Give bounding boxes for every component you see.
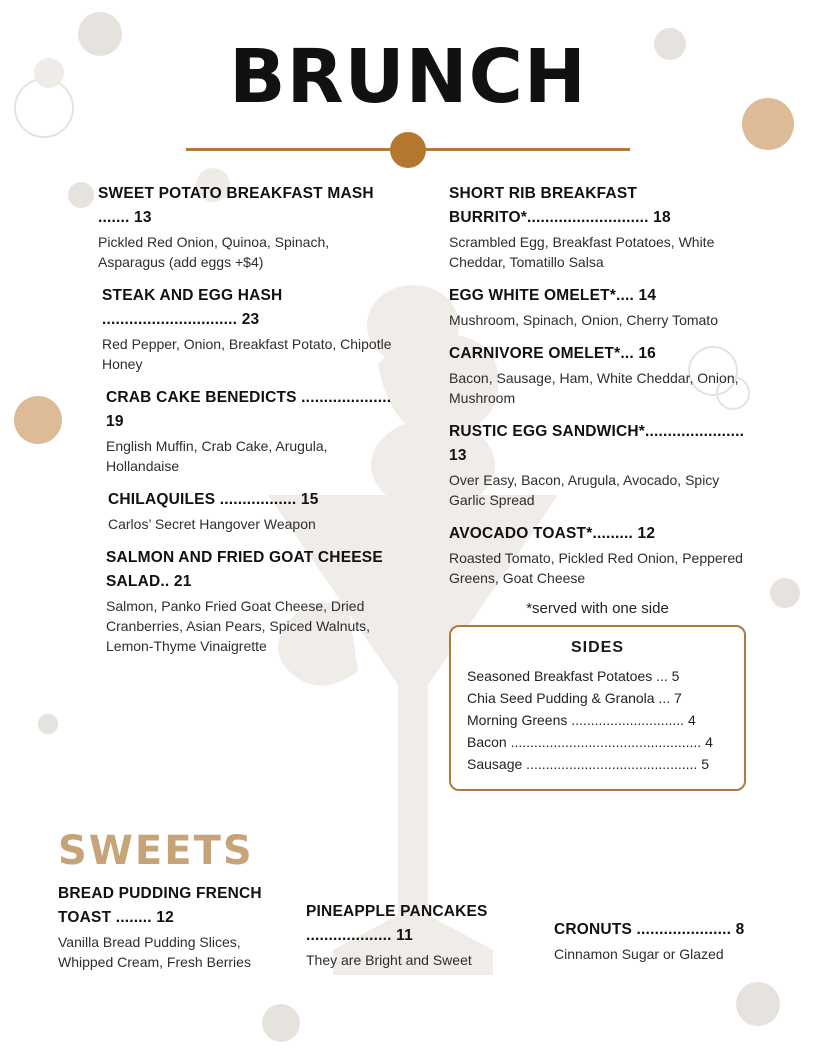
sides-title: SIDES — [570, 639, 624, 656]
left-column — [98, 182, 395, 791]
served-note: *served with one side — [526, 600, 669, 617]
menu-item — [98, 488, 395, 534]
side-item: Sausage ............................................ 5 — [467, 756, 709, 772]
menu-item-name: SHORT RIB BREAKFAST BURRITO*........................... 18 — [449, 185, 671, 226]
menu-item — [449, 182, 746, 272]
menu-item-name: CRAB CAKE BENEDICTS .................... 19 — [106, 389, 392, 430]
menu-item — [98, 182, 395, 272]
menu-item-desc: Vanilla Bread Pudding Slices, Whipped Cream, Fresh Berries — [58, 934, 251, 970]
sides-box — [449, 625, 746, 791]
menu-item — [449, 284, 746, 330]
page-title: BRUNCH — [229, 34, 587, 120]
menu-item-desc: Cinnamon Sugar or Glazed — [554, 946, 724, 962]
menu-item — [58, 882, 282, 984]
menu-item-name: CRONUTS ..................... 8 — [554, 921, 745, 938]
menu-item-desc: Scrambled Egg, Breakfast Potatoes, White Cheddar, Tomatillo Salsa — [449, 234, 715, 270]
menu-item-name: SALMON AND FRIED GOAT CHEESE SALAD.. 21 — [106, 549, 383, 590]
side-item: Bacon ................................................. 4 — [467, 734, 713, 750]
menu-item-desc: Bacon, Sausage, Ham, White Cheddar, Onion, Mushroom — [449, 370, 739, 406]
menu-item-desc: They are Bright and Sweet — [306, 952, 472, 968]
side-item: Morning Greens ............................. 4 — [467, 712, 696, 728]
side-item: Seasoned Breakfast Potatoes ... 5 — [467, 668, 680, 684]
menu-item — [306, 882, 530, 984]
menu-item-name: CHILAQUILES ................. 15 — [108, 491, 319, 508]
menu-item-desc: Mushroom, Spinach, Onion, Cherry Tomato — [449, 312, 718, 328]
divider-dot — [390, 132, 426, 168]
menu-item-name: EGG WHITE OMELET*.... 14 — [449, 287, 657, 304]
menu-item — [98, 284, 395, 374]
menu-item-name: SWEET POTATO BREAKFAST MASH ....... 13 — [98, 185, 374, 226]
menu-item-desc: Salmon, Panko Fried Goat Cheese, Dried Cranberries, Asian Pears, Spiced Walnuts, Lemon-Thyme Vinaigrette — [106, 598, 371, 654]
menu-item-name: CARNIVORE OMELET*... 16 — [449, 345, 656, 362]
menu-item-name: RUSTIC EGG SANDWICH*...................... 13 — [449, 423, 745, 464]
divider — [0, 126, 816, 172]
sweets-title: SWEETS — [58, 828, 254, 874]
menu-item-desc: Roasted Tomato, Pickled Red Onion, Peppered Greens, Goat Cheese — [449, 550, 743, 586]
menu-item — [554, 882, 778, 984]
menu-item — [98, 546, 395, 656]
menu-item — [98, 386, 395, 476]
menu-item — [449, 342, 746, 408]
menu-item-desc: Over Easy, Bacon, Arugula, Avocado, Spicy Garlic Spread — [449, 472, 720, 508]
right-column — [449, 182, 746, 791]
menu-item — [449, 420, 746, 510]
menu-item-desc: Carlos’ Secret Hangover Weapon — [108, 516, 316, 532]
menu-item-name: BREAD PUDDING FRENCH TOAST ........ 12 — [58, 885, 262, 926]
sweets-grid — [58, 882, 778, 984]
menu-item-desc: Red Pepper, Onion, Breakfast Potato, Chipotle Honey — [102, 336, 392, 372]
side-item: Chia Seed Pudding & Granola ... 7 — [467, 690, 682, 706]
menu-item-desc: English Muffin, Crab Cake, Arugula, Hollandaise — [106, 438, 328, 474]
menu-item-name: STEAK AND EGG HASH .............................. 23 — [102, 287, 283, 328]
menu-columns — [0, 172, 816, 791]
sweets-section — [58, 828, 778, 984]
menu-item-name: AVOCADO TOAST*......... 12 — [449, 525, 656, 542]
menu-item-desc: Pickled Red Onion, Quinoa, Spinach, Asparagus (add eggs +$4) — [98, 234, 330, 270]
menu-item-name: PINEAPPLE PANCAKES ................... 11 — [306, 903, 488, 944]
menu-item — [449, 522, 746, 588]
